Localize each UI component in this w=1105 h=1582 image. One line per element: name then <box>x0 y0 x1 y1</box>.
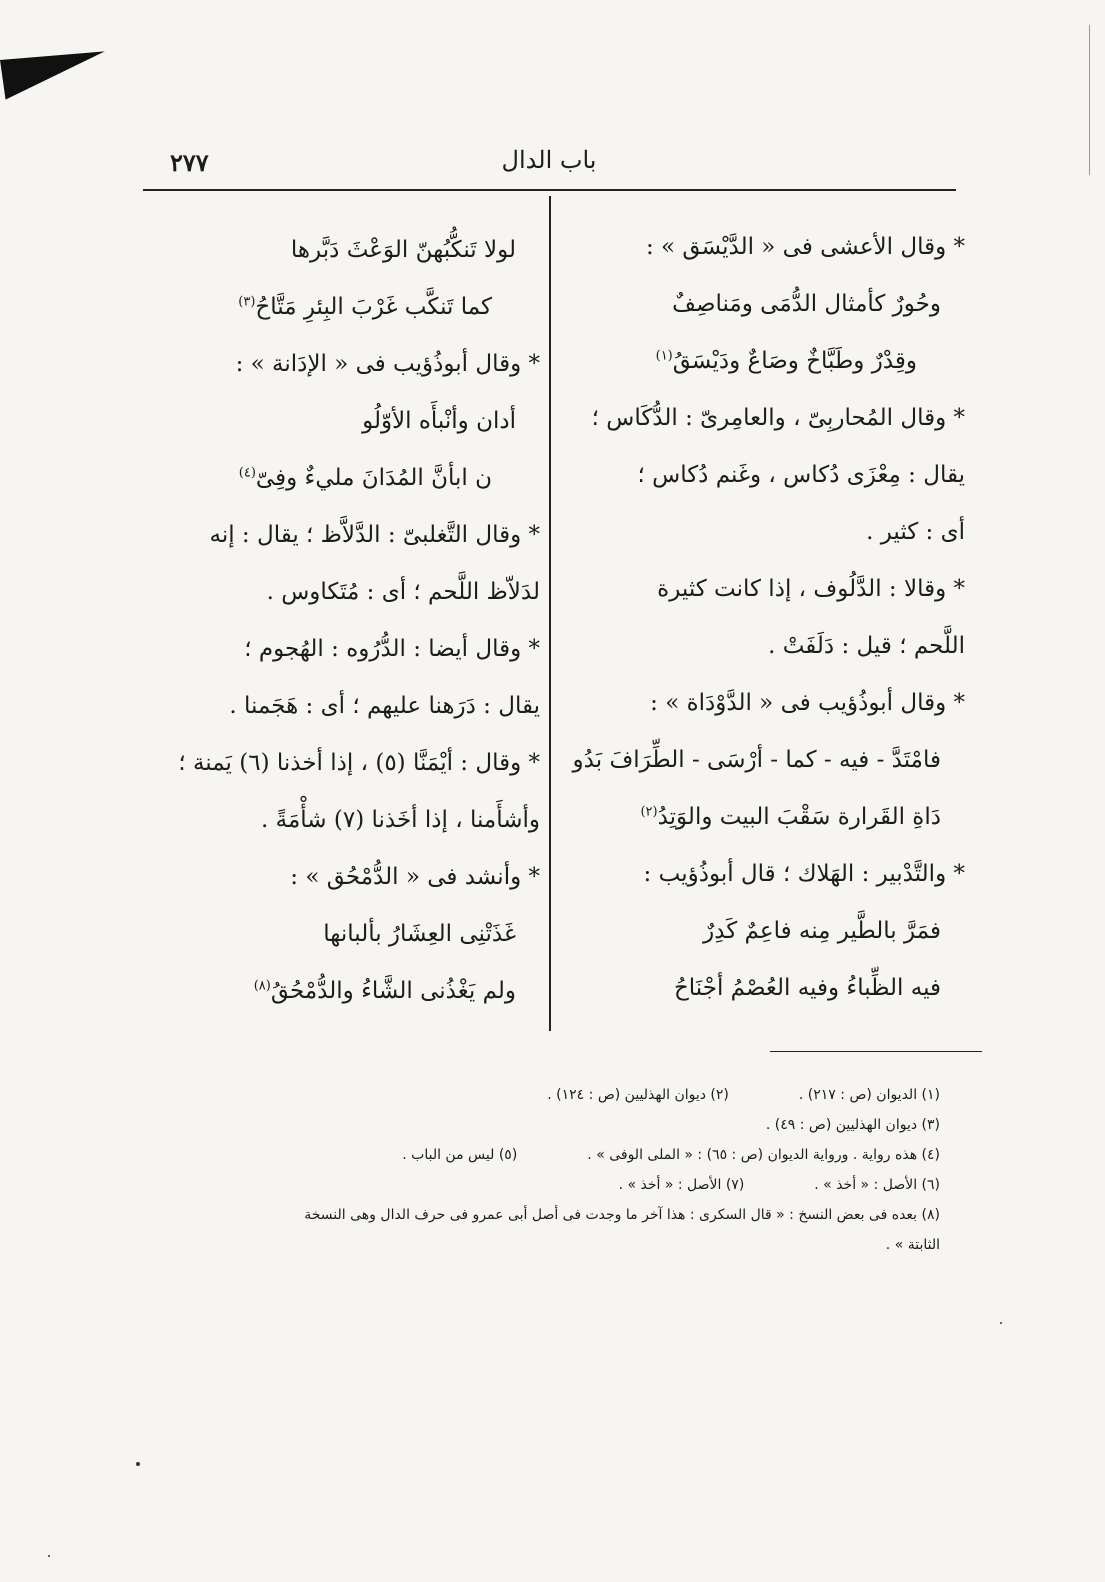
header-rule <box>143 189 956 191</box>
verse-line <box>560 903 965 960</box>
verse-line <box>140 963 540 1020</box>
verse-line <box>140 393 540 450</box>
entry-line <box>140 507 540 564</box>
line-text: دَاةِ القَرارة سَقْبَ البيت والوَتِدُ <box>657 804 941 830</box>
column-divider <box>549 196 551 1031</box>
entry-line <box>140 564 540 621</box>
entry-line <box>140 621 540 678</box>
page-header <box>140 140 958 190</box>
footnote: (٨) بعده فى بعض النسخ : « قال السكرى : هذا آخر ما وجدت فى أصل أبى عمرو فى حرف الدال وهى النسخة <box>304 1207 940 1223</box>
line-text: وأشأَمنا ، إذا أخَذنا (٧) شأْمَةً . <box>260 807 540 833</box>
verse-line <box>140 222 540 279</box>
scan-speck <box>1000 1322 1002 1324</box>
footnote: الثابتة » . <box>885 1237 940 1253</box>
line-text: لدَلاّظ اللَّحم ؛ أى : مُتَكاوس . <box>266 579 540 605</box>
footnote-ref: (٤) <box>238 465 256 481</box>
line-text: ولم يَغْذُنى الشَّاءُ والدُّمْحُقُ <box>270 978 516 1004</box>
footnote: (٧) الأصل : « أخذ » . <box>618 1177 745 1193</box>
page-title: باب الدال <box>501 146 597 174</box>
page-number: ٢٧٧ <box>170 148 209 177</box>
verse-line <box>140 450 540 507</box>
footnote-row <box>150 1200 940 1230</box>
footnote: (٥) ليس من الباب . <box>402 1147 518 1163</box>
line-text: * وقال أبوذُؤيب فى « الإدَانة » : <box>235 351 540 377</box>
footnote-row <box>150 1170 940 1200</box>
footnote-row <box>150 1110 940 1140</box>
footnote-ref: (٢) <box>640 804 658 820</box>
line-text: * وقال الأعشى فى « الدَّيْسَق » : <box>645 234 965 260</box>
line-text: * وقال المُحاربِىّ ، والعامِرىّ : الدُّكَاس ؛ <box>591 405 965 431</box>
page-edge-line <box>1089 25 1090 175</box>
footnote-row <box>150 1140 940 1170</box>
line-text: * وقال أيضا : الدُّرُوه : الهُجوم ؛ <box>244 636 540 662</box>
line-text: * وقالا : الدَّلُوف ، إذا كانت كثيرة <box>657 576 965 602</box>
entry-line <box>560 504 965 561</box>
entry-line <box>140 336 540 393</box>
footnote-row <box>150 1080 940 1110</box>
entry-line <box>560 447 965 504</box>
footnotes <box>150 1080 940 1260</box>
entry-line <box>560 846 965 903</box>
footnote-ref: (٨) <box>253 978 271 994</box>
verse-line <box>140 279 540 336</box>
footnote: (٤) هذه رواية . ورواية الديوان (ص : ٦٥) : « الملى الوفى » . <box>587 1147 940 1163</box>
verse-line <box>560 333 965 390</box>
line-text: وحُورٌ كأمثال الدُّمَى ومَناصِفٌ <box>672 291 941 317</box>
footnote: (٦) الأصل : « أخذ » . <box>814 1177 940 1193</box>
line-text: * وقال التَّغلبىّ : الدَّلاَّظ ؛ يقال : إنه <box>209 522 540 548</box>
verse-line <box>560 960 965 1017</box>
line-text: كما تَنكَّب غَرْبَ البِئرِ مَتَّاحُ <box>255 294 492 320</box>
left-column <box>140 222 540 1020</box>
scan-speck <box>136 1462 140 1466</box>
line-text: * وأنشد فى « الدُّمْحُق » : <box>290 864 540 890</box>
line-text: لولا تَنكُّبُهنّ الوَعْثَ دَبَّرها <box>290 237 516 263</box>
corner-scan-mark <box>0 45 110 99</box>
line-text: فمَرَّ بالطَّير مِنه فاعِمٌ كَدِرٌ <box>703 918 941 944</box>
entry-line <box>560 561 965 618</box>
line-text: ن ابأنَّ المُدَانَ مليءٌ وفِىّ <box>255 465 492 491</box>
footnote: (٣) ديوان الهذليين (ص : ٤٩) . <box>765 1117 940 1133</box>
verse-line <box>560 276 965 333</box>
line-text: أى : كثير . <box>866 519 965 545</box>
footnote: (٢) ديوان الهذليين (ص : ١٢٤) . <box>547 1087 729 1103</box>
line-text: * وقال أبوذُؤيب فى « الدَّوْدَاة » : <box>650 690 965 716</box>
footnote: (١) الديوان (ص : ٢١٧) . <box>798 1087 940 1103</box>
entry-line <box>560 219 965 276</box>
line-text: فامْتَدَّ - فيه - كما - أرْسَى - الطِّرَافَ بَدُو <box>572 747 941 773</box>
line-text: * والتَّدْبير : الهَلاك ؛ قال أبوذُؤيب : <box>643 861 965 887</box>
entry-line <box>140 849 540 906</box>
line-text: * وقال : أيْمَنَّا (٥) ، إذا أخذنا (٦) يَمنة ؛ <box>178 750 540 776</box>
scan-speck <box>48 1555 50 1557</box>
line-text: فيه الظِّباءُ وفيه العُصْمُ أجْنَاحُ <box>673 975 941 1001</box>
verse-line <box>560 732 965 789</box>
line-text: وقِدْرٌ وطَبَّاخٌ وصَاعٌ ودَيْسَقُ <box>672 348 917 374</box>
entry-line <box>140 735 540 792</box>
entry-line <box>140 678 540 735</box>
line-text: غَذَتْنِى العِشَارُ بألبانها <box>323 921 516 947</box>
footnote-rule <box>770 1051 982 1052</box>
entry-line <box>560 390 965 447</box>
right-column <box>560 219 965 1017</box>
verse-line <box>560 789 965 846</box>
line-text: أدان وأنْبأَه الأوّلُو <box>362 408 516 434</box>
footnote-row <box>150 1230 940 1260</box>
line-text: يقال : مِعْزَى دُكاس ، وغَنم دُكاس ؛ <box>637 462 965 488</box>
entry-line <box>560 618 965 675</box>
verse-line <box>140 906 540 963</box>
footnote-ref: (٣) <box>238 294 256 310</box>
line-text: يقال : دَرَهنا عليهم ؛ أى : هَجَمنا . <box>229 693 540 719</box>
entry-line <box>560 675 965 732</box>
footnote-ref: (١) <box>655 348 673 364</box>
line-text: اللَّحم ؛ قيل : دَلَفَتْ . <box>768 633 965 659</box>
entry-line <box>140 792 540 849</box>
